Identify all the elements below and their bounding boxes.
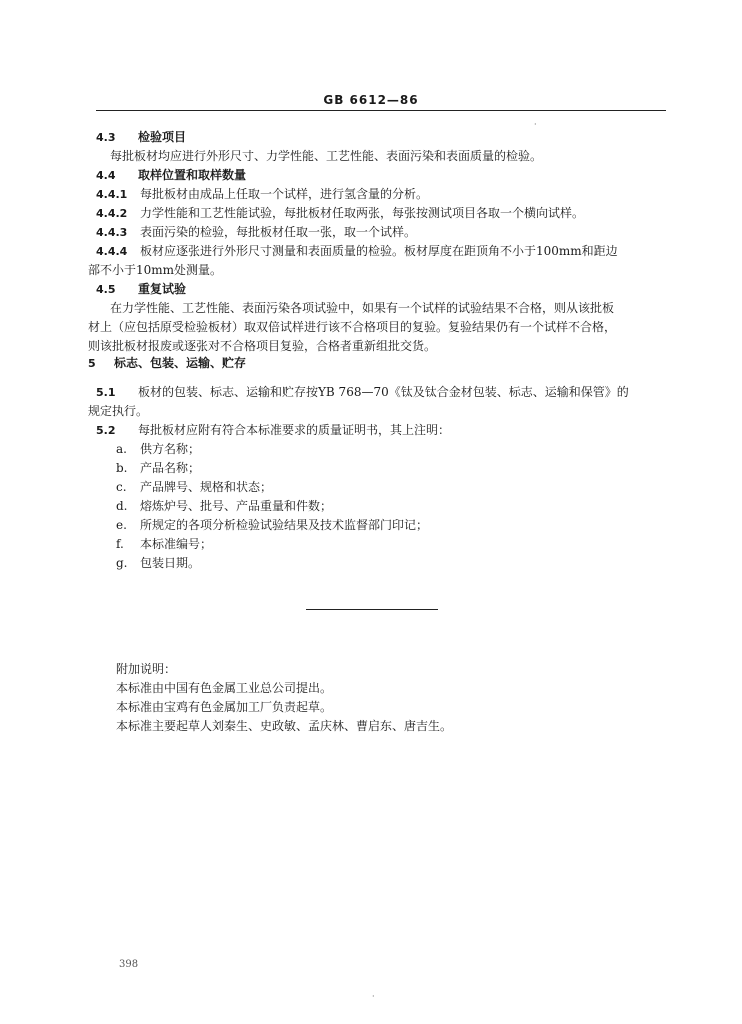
clause-4-4-2: 4.4.2 力学性能和工艺性能试验，每批板材任取两张，每张按测试项目各取一个横向试样。 <box>96 206 585 220</box>
clause-4-4-3: 4.4.3 表面污染的检验，每批板材任取一张，取一个试样。 <box>96 225 417 239</box>
heading-5: 5 标志、包装、运输、贮存 <box>88 356 247 370</box>
clause-5-1: 5.1 板材的包装、标志、运输和贮存按YB 768—70《钛及钛合金材包装、标志、运输和保管》的 <box>96 385 629 399</box>
clause-5-2: 5.2 每批板材应附有符合本标准要求的质量证明书，其上注明： <box>96 423 451 437</box>
standard-header: GB 6612—86 <box>323 93 419 107</box>
notes-line: 本标准由中国有色金属工业总公司提出。 <box>116 681 333 695</box>
list-item: b. 产品名称； <box>116 461 201 475</box>
notes-line: 本标准主要起草人刘秦生、史政敏、孟庆林、曹启东、唐吉生。 <box>116 719 453 733</box>
list-item: c. 产品牌号、规格和状态； <box>116 480 273 494</box>
speck: · <box>372 992 375 1001</box>
clause-4-4-4-cont: 部不小于10mm处测量。 <box>88 263 223 277</box>
heading-4-5: 4.5 重复试验 <box>96 282 187 296</box>
list-item: e. 所规定的各项分析检验试验结果及技术监督部门印记； <box>116 518 429 532</box>
heading-4-3: 4.3 检验项目 <box>96 130 187 144</box>
header-rule <box>96 110 666 111</box>
page-number: 398 <box>119 959 139 970</box>
heading-4-4: 4.4 取样位置和取样数量 <box>96 168 247 182</box>
clause-5-1-cont: 规定执行。 <box>88 404 149 418</box>
list-item: g. 包装日期。 <box>116 556 201 570</box>
paragraph-4-5-line2: 材上（应包括原受检验板材）取双倍试样进行该不合格项目的复验。复验结果仍有一个试样不合格， <box>88 320 617 334</box>
list-item: f. 本标准编号； <box>116 537 213 551</box>
paragraph-4-3: 每批板材均应进行外形尺寸、力学性能、工艺性能、表面污染和表面质量的检验。 <box>110 149 543 163</box>
notes-line: 本标准由宝鸡有色金属加工厂负责起草。 <box>116 700 333 714</box>
list-item: d. 熔炼炉号、批号、产品重量和件数； <box>116 499 333 513</box>
clause-4-4-1: 4.4.1 每批板材由成品上任取一个试样，进行氢含量的分析。 <box>96 187 429 201</box>
paragraph-4-5-line1: 在力学性能、工艺性能、表面污染各项试验中，如果有一个试样的试验结果不合格，则从该批板 <box>110 301 615 315</box>
additional-notes <box>116 660 636 736</box>
speck: · <box>534 120 537 129</box>
paragraph-4-5-line3: 则该批板材报废或逐张对不合格项目复验，合格者重新组批交货。 <box>88 339 437 353</box>
notes-title: 附加说明： <box>116 662 177 676</box>
section-4-block <box>88 128 668 356</box>
clause-4-4-4: 4.4.4 板材应逐张进行外形尺寸测量和表面质量的检验。板材厚度在距顶角不小于100mm和距边 <box>96 244 618 258</box>
list-item: a. 供方名称； <box>116 442 201 456</box>
section-5-block <box>88 383 668 573</box>
end-divider <box>306 609 438 610</box>
